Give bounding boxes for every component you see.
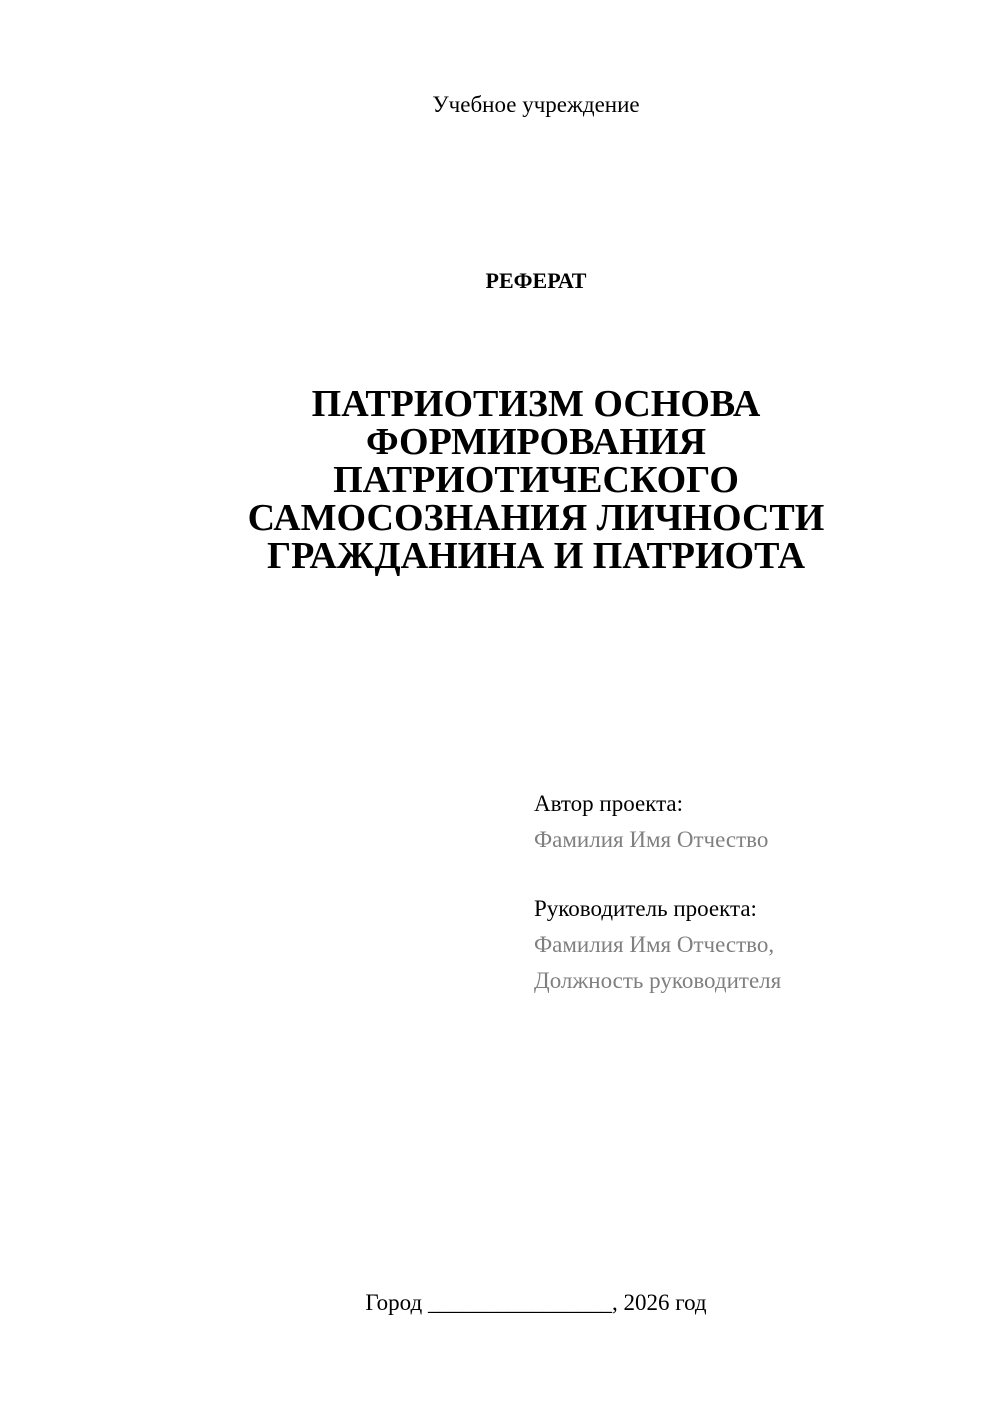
institution-name: Учебное учреждение (432, 92, 640, 117)
footer-city-year (0, 1290, 1000, 1316)
year-text: , 2026 год (611, 1290, 707, 1315)
author-label: Автор проекта: (534, 791, 683, 816)
supervisor-position-placeholder: Должность руководителя (534, 968, 782, 993)
supervisor-block (534, 891, 781, 999)
city-blank-line: ________________ (427, 1290, 612, 1315)
city-label: Город (365, 1290, 423, 1315)
title-line: САМОСОЗНАНИЯ ЛИЧНОСТИ (247, 497, 825, 539)
title-line: ПАТРИОТИЗМ ОСНОВА (311, 383, 761, 425)
author-name-placeholder: Фамилия Имя Отчество (534, 827, 769, 852)
supervisor-label: Руководитель проекта: (534, 896, 757, 921)
title-line: ПАТРИОТИЧЕСКОГО (333, 459, 739, 501)
title-line: ГРАЖДАНИНА И ПАТРИОТА (266, 535, 806, 577)
supervisor-name-placeholder: Фамилия Имя Отчество, (534, 932, 775, 957)
author-block (534, 786, 768, 858)
document-type: РЕФЕРАТ (485, 268, 587, 293)
document-title (236, 385, 836, 575)
title-line: ФОРМИРОВАНИЯ (365, 421, 707, 463)
